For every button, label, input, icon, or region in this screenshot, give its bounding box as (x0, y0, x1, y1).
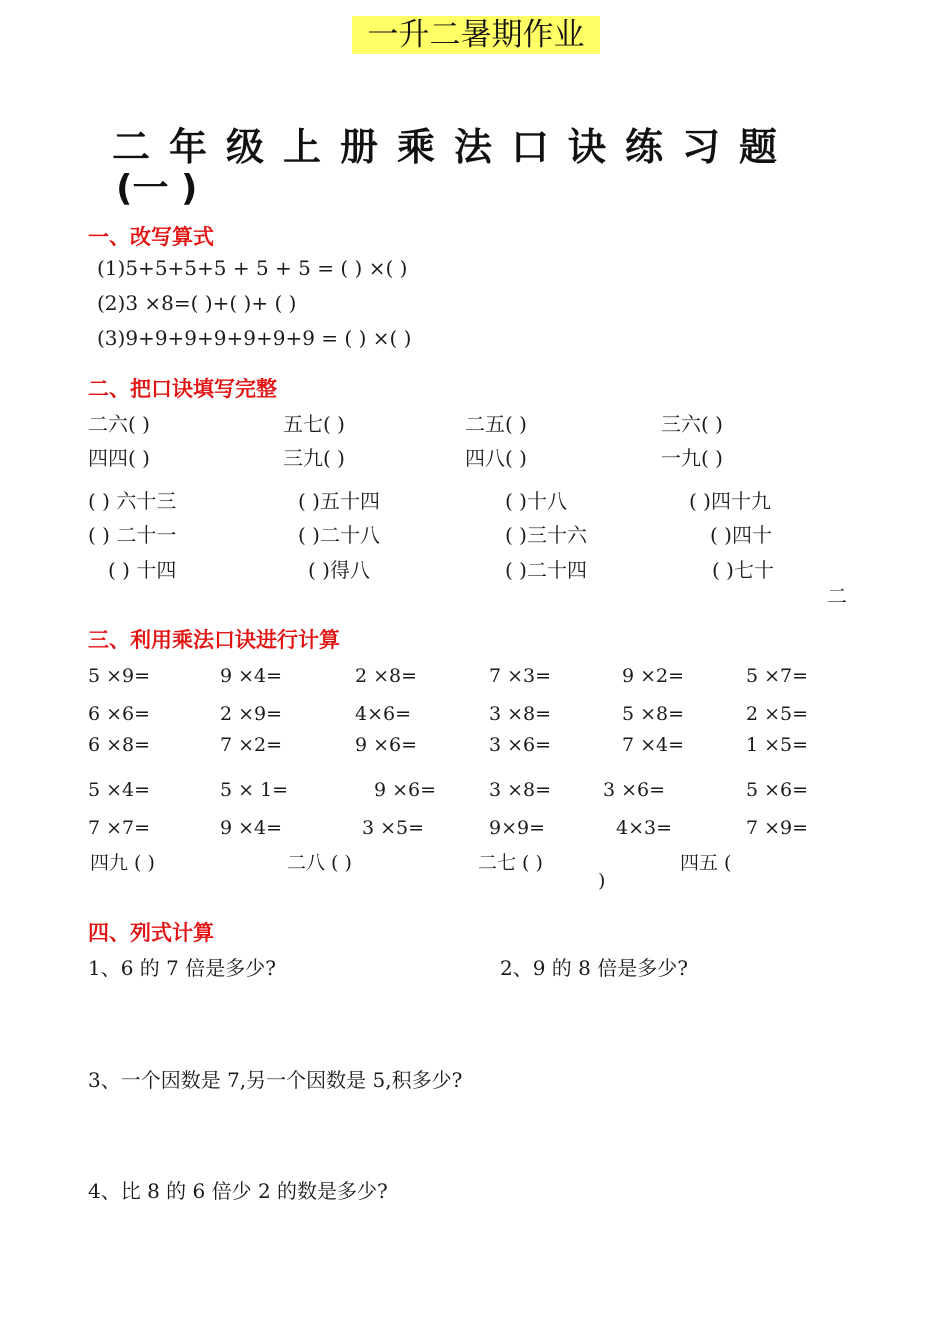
question-3: 3、一个因数是 7,另一个因数是 5,积多少? (88, 1068, 463, 1092)
calc-item: 9 ×6= (355, 734, 418, 756)
fill-item: ( ) 六十三 (88, 489, 177, 513)
calc-item: 5 ×4= (88, 779, 151, 801)
calc-item: 5 ×8= (622, 703, 685, 725)
page-subtitle: (一 ) (116, 168, 198, 209)
verse-item: 二七 ( ) (478, 852, 543, 874)
calc-item: 5 ×9= (88, 665, 151, 687)
fill-item: ( )七十 (712, 558, 774, 582)
rewrite-line-2: (2)3 ×8=( )+( )+ ( ) (97, 291, 297, 315)
calc-item: 9 ×6= (374, 779, 437, 801)
fill-item: ( ) 十四 (108, 558, 177, 582)
fill-item: ( )四十九 (689, 489, 771, 513)
fill-item: ( )三十六 (505, 523, 587, 547)
calc-item: 5 × 1= (220, 779, 289, 801)
calc-item: 3 ×6= (603, 779, 666, 801)
verse-item: 四五 ( (680, 852, 732, 874)
section-1-heading: 一、改写算式 (88, 225, 214, 249)
calc-item: 7 ×4= (622, 734, 685, 756)
calc-item: 9×9= (489, 817, 546, 839)
calc-item: 9 ×4= (220, 817, 283, 839)
fill-item: ( )得八 (308, 558, 370, 582)
rewrite-line-1: (1)5+5+5+5 + 5 + 5 = ( ) ×( ) (97, 256, 408, 280)
question-2: 2、9 的 8 倍是多少? (500, 956, 688, 980)
fill-item: 一九( ) (661, 446, 723, 470)
calc-item: 9 ×4= (220, 665, 283, 687)
fill-item: ( ) 二十一 (88, 523, 177, 547)
calc-item: 4×6= (355, 703, 412, 725)
question-1: 1、6 的 7 倍是多少? (88, 956, 276, 980)
fill-item: 四八( ) (465, 446, 527, 470)
calc-item: 1 ×5= (746, 734, 809, 756)
calc-item: 3 ×8= (489, 703, 552, 725)
calc-item: 5 ×7= (746, 665, 809, 687)
calc-item: 9 ×2= (622, 665, 685, 687)
calc-item: 6 ×6= (88, 703, 151, 725)
question-4: 4、比 8 的 6 倍少 2 的数是多少? (88, 1179, 388, 1203)
fill-item: ( )五十四 (298, 489, 380, 513)
section-2-heading: 二、把口诀填写完整 (88, 377, 277, 401)
fill-item: 二六( ) (88, 412, 150, 436)
page-title: 二年级上册乘法口诀练习题 (112, 125, 797, 169)
fill-item: ( )十八 (505, 489, 567, 513)
verse-item-wrap: ) (598, 870, 606, 892)
calc-item: 2 ×8= (355, 665, 418, 687)
section-4-heading: 四、列式计算 (88, 921, 214, 945)
calc-item: 7 ×3= (489, 665, 552, 687)
verse-item: 四九 ( ) (90, 852, 155, 874)
fill-item: ( )四十 (710, 523, 772, 547)
verse-item: 二八 ( ) (287, 852, 352, 874)
calc-item: 3 ×5= (362, 817, 425, 839)
calc-item: 5 ×6= (746, 779, 809, 801)
fill-item-wrap: 二 (827, 584, 847, 608)
calc-item: 6 ×8= (88, 734, 151, 756)
rewrite-line-3: (3)9+9+9+9+9+9+9 = ( ) ×( ) (97, 326, 412, 350)
section-3-heading: 三、利用乘法口诀进行计算 (88, 628, 340, 652)
calc-item: 7 ×9= (746, 817, 809, 839)
calc-item: 2 ×9= (220, 703, 283, 725)
fill-item: 二五( ) (465, 412, 527, 436)
fill-item: 三六( ) (661, 412, 723, 436)
calc-item: 2 ×5= (746, 703, 809, 725)
calc-item: 4×3= (616, 817, 673, 839)
fill-item: 五七( ) (283, 412, 345, 436)
fill-item: 三九( ) (283, 446, 345, 470)
fill-item: 四四( ) (88, 446, 150, 470)
calc-item: 3 ×6= (489, 734, 552, 756)
homework-banner: 一升二暑期作业 (352, 16, 600, 54)
calc-item: 7 ×7= (88, 817, 151, 839)
fill-item: ( )二十八 (298, 523, 380, 547)
calc-item: 7 ×2= (220, 734, 283, 756)
calc-item: 3 ×8= (489, 779, 552, 801)
fill-item: ( )二十四 (505, 558, 587, 582)
